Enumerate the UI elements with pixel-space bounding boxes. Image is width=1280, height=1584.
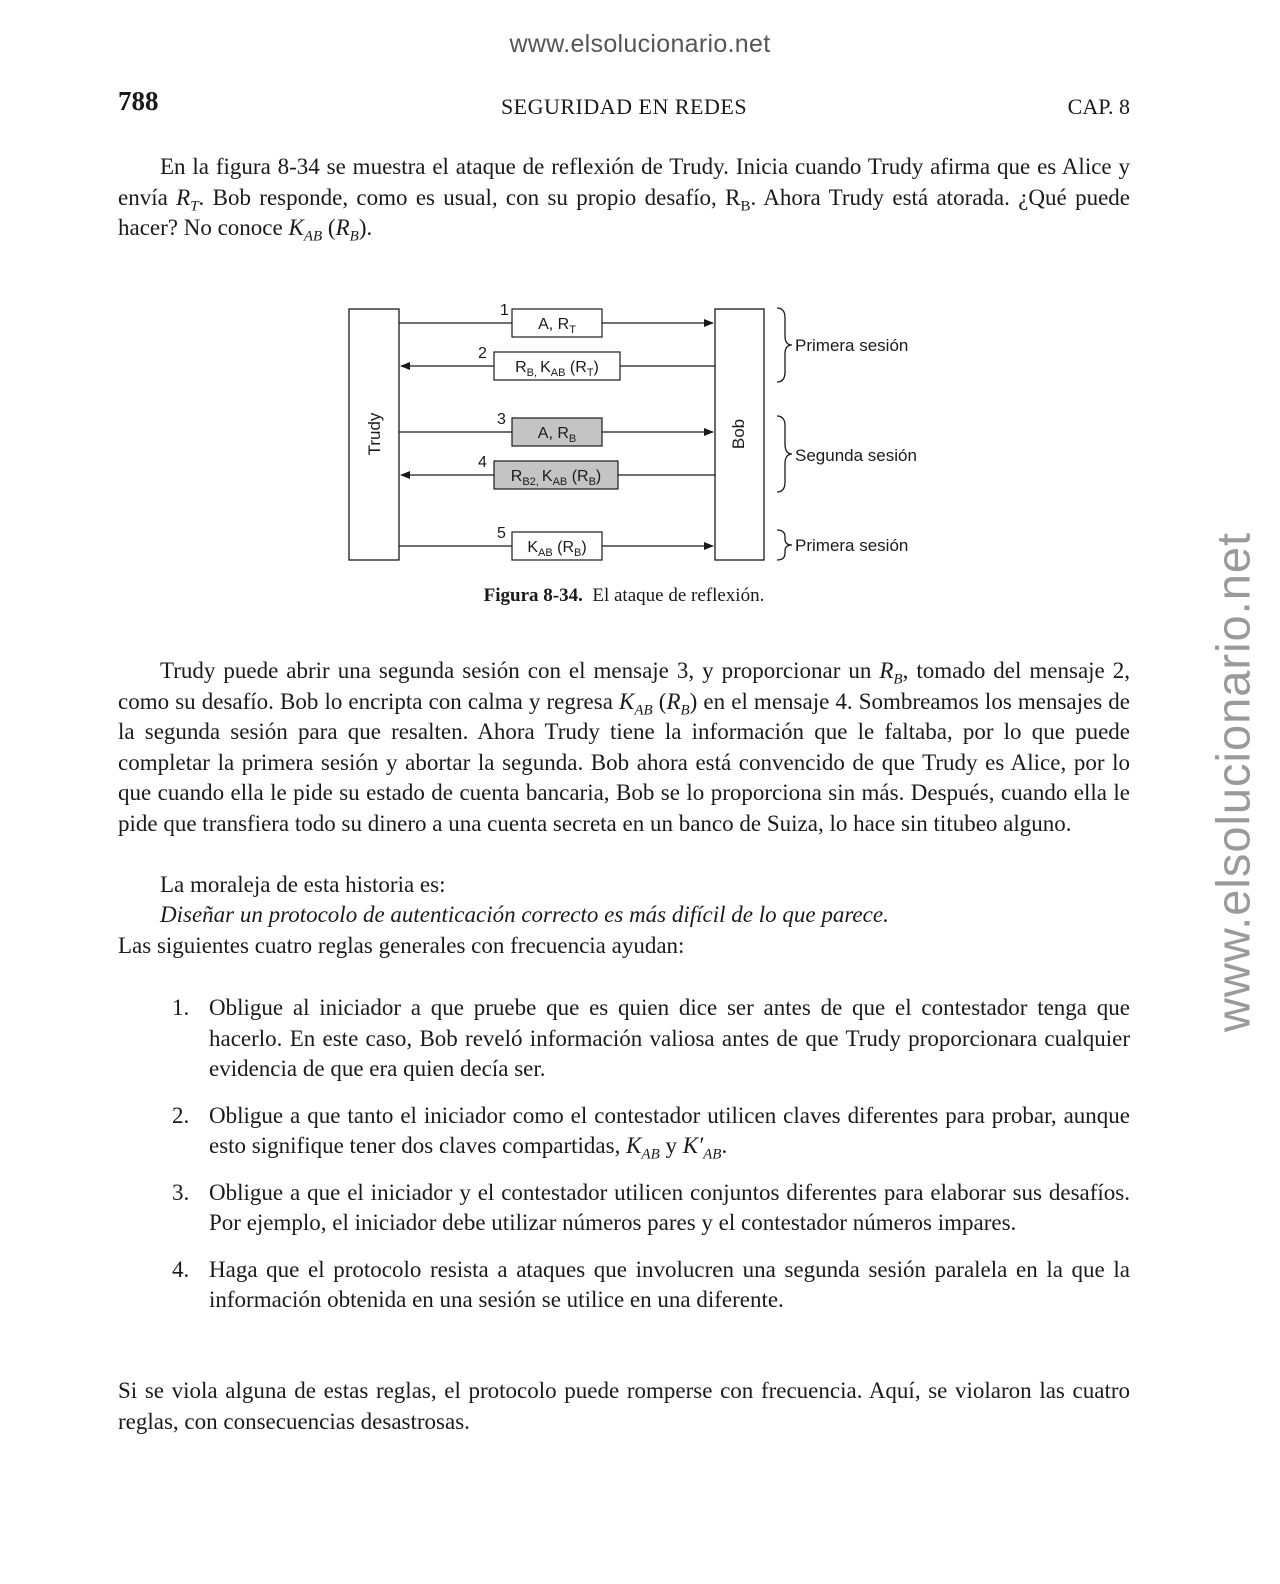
watermark-top: www.elsolucionario.net (509, 30, 771, 58)
brace-session-2 (777, 416, 792, 492)
message-5-number: 5 (497, 525, 506, 542)
running-head: SEGURIDAD EN REDES (500, 94, 748, 119)
message-2-label: $R_{B,}$ $K_{AB}$ $(R_T)$ (515, 359, 599, 379)
rules-list (118, 993, 1130, 1332)
rule-item-2: 2. Obligue a que tanto el iniciador como el contestador utilicen claves diferentes para probar, aunque esto signifique tener dos claves compartidas, $K_{AB}$ y $K'_{AB}$. (172, 1102, 1130, 1163)
chapter-label: CAP. 8 (1067, 94, 1130, 119)
reflection-attack-figure (340, 296, 960, 576)
rules-intro: Las siguientes cuatro reglas generales con frecuencia ayudan: (118, 933, 685, 958)
message-2 (401, 345, 715, 380)
message-3 (399, 411, 713, 446)
watermark-side: www.elsolucionario.net (1206, 531, 1260, 1033)
caption-text: El ataque de reflexión. (592, 585, 765, 606)
message-5-label: $K_{AB}$ $(R_B)$ (527, 539, 587, 559)
session-label-1: Primera sesión (795, 336, 909, 355)
caption-label: Figura 8-34. (483, 585, 583, 606)
rule-item-1: 1. Obligue al iniciador a que pruebe que es quien dice ser antes de que el contestador tenga que hacerlo. En este caso, Bob reveló información valiosa antes de que Trudy proporcionara cualquier evidencia de que era quien decía ser. (172, 995, 1130, 1081)
moral-statement: Diseñar un protocolo de autenticación correcto es más difícil de lo que parece. (160, 902, 889, 927)
trudy-label: Trudy (365, 412, 384, 456)
rule-item-3: 3. Obligue a que el iniciador y el contestador utilicen conjuntos diferentes para elaborar sus desafíos. Por ejemplo, el iniciador debe utilizar números pares y el contestador números impares. (172, 1179, 1130, 1235)
brace-session-3 (777, 530, 792, 560)
message-3-label: A, $R_B$ (537, 425, 577, 445)
body-paragraph: Trudy puede abrir una segunda sesión con el mensaje 3, y proporcionar un $R_B$, tomado del mensaje 2, como su desafío. Bob lo encripta con calma y regresa $K_{AB}$ $(R_B)$ en el mensaje 4. Sombreamos los mensajes de la segunda sesión para que resalten. Ahora Trudy tiene la información que le faltaba, por lo que puede completar la primera sesión y abortar la segunda. Bob ahora está convencido de que Trudy es Alice, por lo que cuando ella le pide su estado de cuenta bancaria, Bob se lo proporciona sin más. Después, cuando ella le pide que transfiera todo su dinero a una cuenta secreta en un banco de Suiza, lo hace sin titubeo alguno. (118, 658, 1130, 836)
rule-item-4: 4. Haga que el protocolo resista a ataques que involucren una segunda sesión paralela en la que la información obtenida en una sesión se utilice en una diferente. (172, 1256, 1130, 1312)
moral-intro: La moraleja de esta historia es: (160, 872, 446, 897)
message-1-number: 1 (500, 302, 509, 319)
session-label-2: Segunda sesión (795, 446, 917, 465)
page-number: 788 (118, 86, 159, 116)
message-1-label: A, $R_T$ (538, 316, 576, 336)
message-4-label: $R_{B2,}$ $K_{AB}$ $(R_B)$ (510, 468, 602, 488)
closing-paragraph: Si se viola alguna de estas reglas, el protocolo puede romperse con frecuencia. Aquí, se violaron las cuatro reglas, con consecuencias desastrosas. (118, 1378, 1130, 1434)
brace-session-1 (777, 308, 792, 382)
message-5 (399, 525, 713, 560)
message-3-number: 3 (497, 411, 506, 428)
message-1 (399, 302, 713, 337)
intro-paragraph: En la figura 8-34 se muestra el ataque de reflexión de Trudy. Inicia cuando Trudy afirma que es Alice y envía $R_T$. Bob responde, como es usual, con su propio desafío, $R_B$. Ahora Trudy está atorada. ¿Qué puede hacer? No conoce $K_{AB}$ $(R_B)$. (118, 154, 1130, 245)
message-2-number: 2 (478, 345, 487, 362)
figure-caption (0, 585, 1248, 607)
bob-label: Bob (729, 418, 748, 450)
session-label-3: Primera sesión (795, 536, 909, 555)
message-4-number: 4 (478, 454, 487, 471)
message-4 (401, 454, 715, 489)
